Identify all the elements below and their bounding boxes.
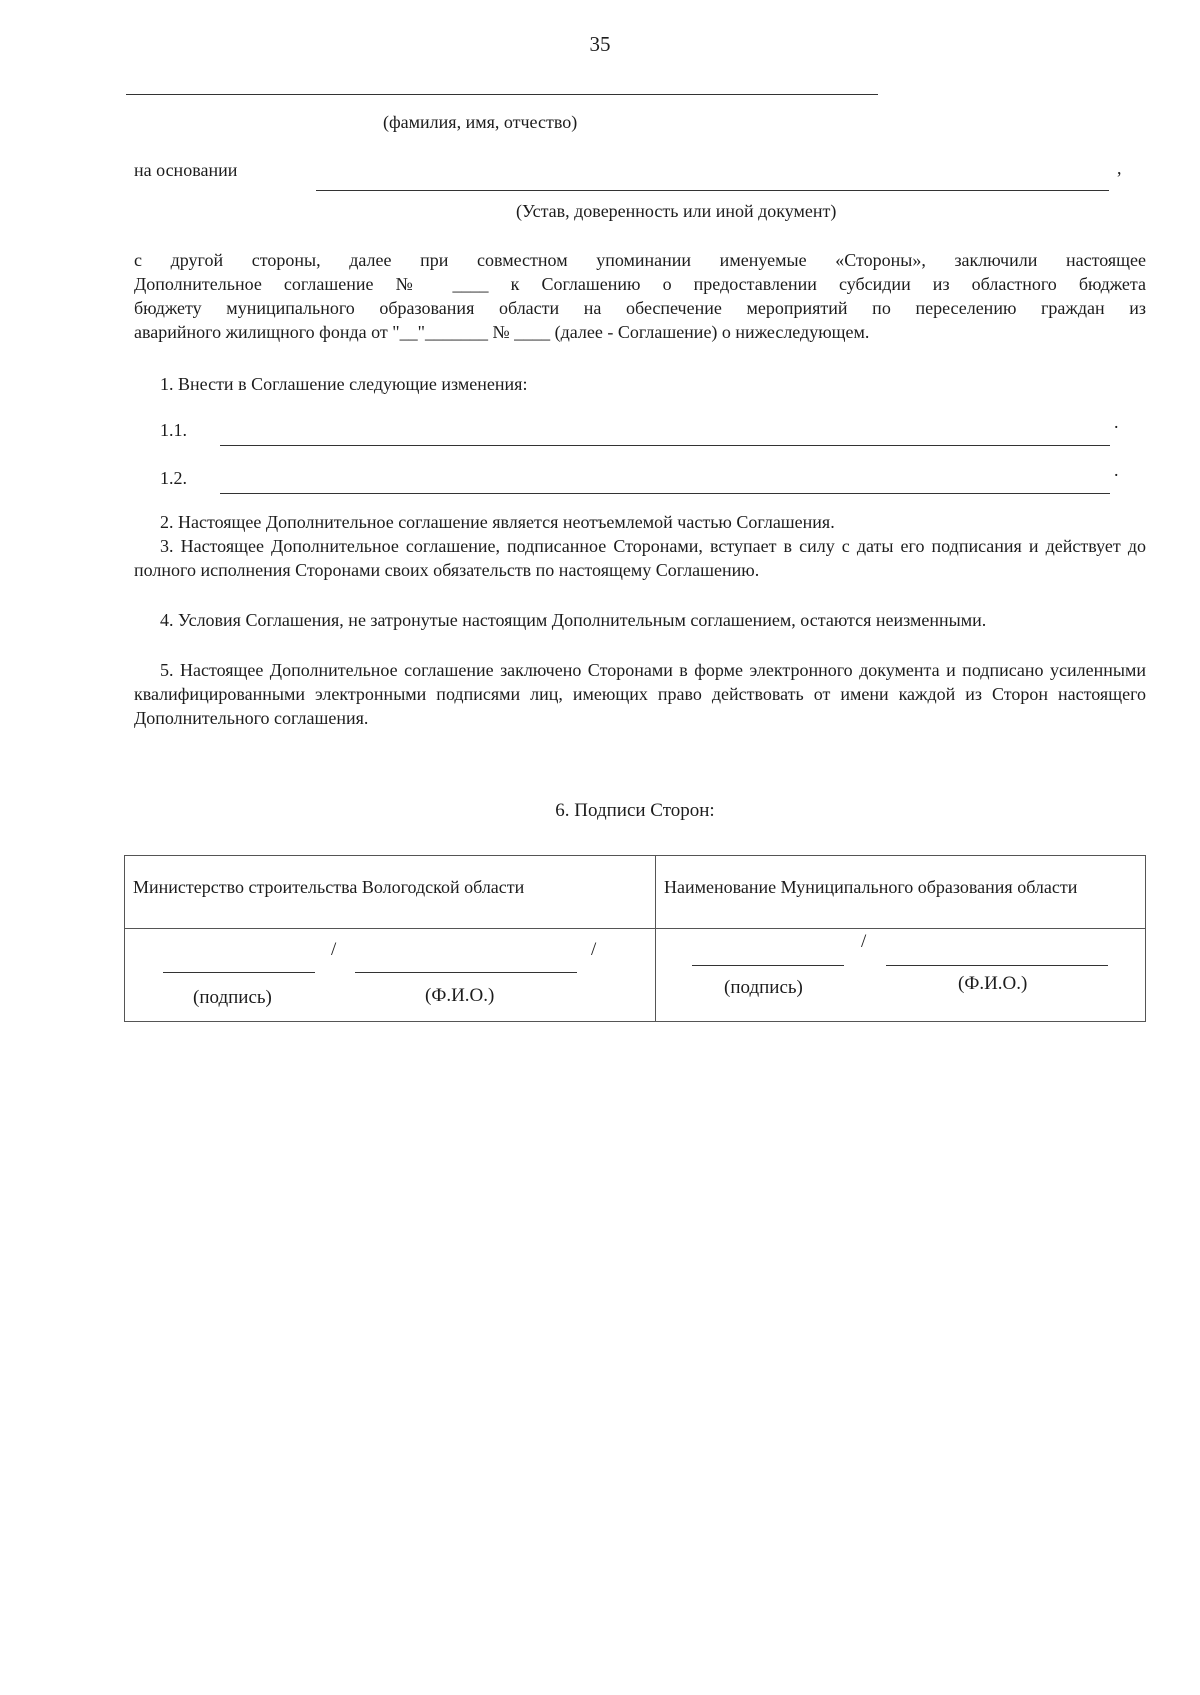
signatures-table	[124, 855, 1146, 1022]
left-slash-2: /	[591, 939, 597, 960]
left-signature-cell	[125, 929, 656, 1022]
clause-3: 3. Настоящее Дополнительное соглашение, подписанное Сторонами, вступает в силу с даты его подписания и действует до полного исполнения Сторонами своих обязательств по настоящему Соглашению.	[134, 536, 1146, 580]
right-party-name: Наименование Муниципального образования области	[664, 877, 1078, 897]
item-1-1-underline	[220, 445, 1110, 446]
intro-line: бюджету муниципального образования области на обеспечение мероприятий по переселению граждан из	[134, 298, 1146, 318]
right-signature-line	[692, 965, 844, 966]
right-fio-label: (Ф.И.О.)	[958, 973, 1028, 994]
basis-comma: ,	[1117, 158, 1122, 178]
fio-underline	[126, 94, 878, 95]
left-slash-1: /	[331, 939, 337, 960]
signatures-title: 6. Подписи Сторон:	[555, 800, 715, 821]
right-party-cell	[656, 856, 1146, 929]
item-1-2-end: .	[1114, 460, 1119, 480]
clause-5: 5. Настоящее Дополнительное соглашение заключено Сторонами в форме электронного документа и подписано усиленными квалифицированными электронными подписями лиц, имеющих право действовать от имени каждой из Сторон настоящего Дополнительного соглашения.	[134, 660, 1146, 728]
left-fio-line	[355, 972, 577, 973]
clause-4: 4. Условия Соглашения, не затронутые настоящим Дополнительным соглашением, остаются неизменными.	[160, 610, 987, 630]
item-1-2-underline	[220, 493, 1110, 494]
basis-underline	[316, 190, 1109, 191]
left-fio-label: (Ф.И.О.)	[425, 985, 495, 1006]
page-number: 35	[589, 32, 611, 56]
right-signature-label: (подпись)	[724, 977, 803, 998]
basis-label: на основании	[134, 160, 238, 180]
intro-line: аварийного жилищного фонда от "__"_______ № ____ (далее - Соглашение) о нижеследующем.	[134, 322, 870, 342]
basis-caption: (Устав, доверенность или иной документ)	[516, 201, 837, 221]
clause-2: 2. Настоящее Дополнительное соглашение является неотъемлемой частью Соглашения.	[160, 512, 835, 532]
left-party-name: Министерство строительства Вологодской области	[133, 877, 525, 897]
item-1-1-label: 1.1.	[160, 420, 187, 440]
left-signature-label: (подпись)	[193, 987, 272, 1008]
right-signature-cell	[656, 929, 1146, 1022]
clause-1-title: 1. Внести в Соглашение следующие изменения:	[160, 374, 528, 394]
left-party-cell	[125, 856, 656, 929]
right-fio-line	[886, 965, 1108, 966]
intro-line: Дополнительное соглашение № ____ к Соглашению о предоставлении субсидии из областного бюджета	[134, 274, 1146, 294]
item-1-2-label: 1.2.	[160, 468, 187, 488]
intro-line: с другой стороны, далее при совместном упоминании именуемые «Стороны», заключили настоящее	[134, 250, 1146, 270]
right-slash: /	[861, 931, 867, 952]
fio-caption: (фамилия, имя, отчество)	[383, 112, 578, 132]
item-1-1-end: .	[1114, 412, 1119, 432]
intro-paragraph	[134, 248, 1146, 344]
left-signature-line	[163, 972, 315, 973]
